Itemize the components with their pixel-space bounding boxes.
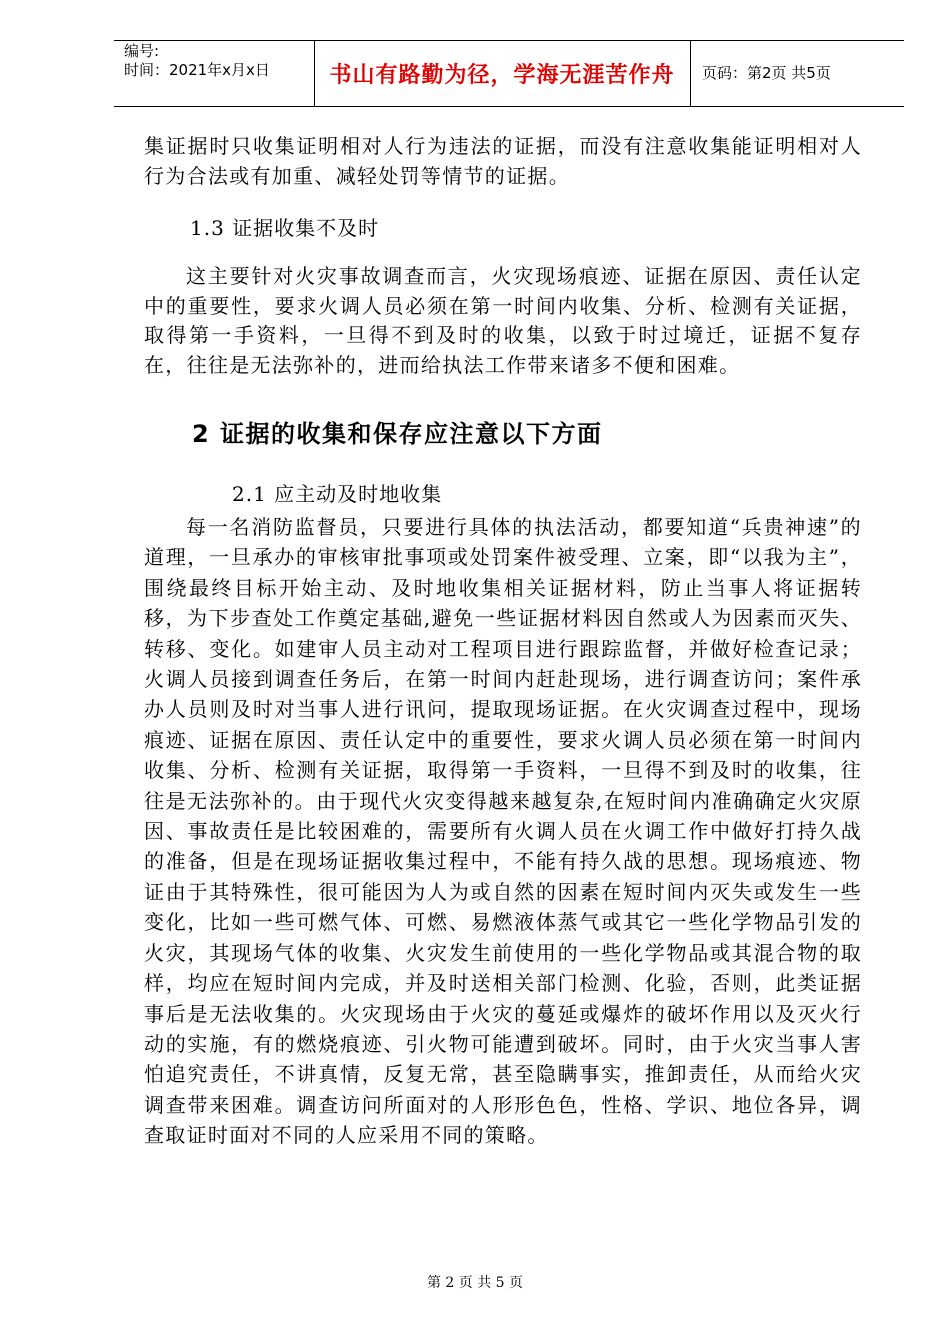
- header-page-info: 页码：第2页 共5页: [702, 64, 831, 82]
- paragraph-2: 这主要针对火灾事故调查而言，火灾现场痕迹、证据在原因、责任认定中的重要性，要求火调人员必须在第一时间内收集、分析、检测有关证据，取得第一手资料，一旦得不到及时的收集，以致于时过境迁，证据不复存在，往往是无法弥补的，进而给执法工作带来诸多不便和困难。: [144, 264, 862, 377]
- subheading-1-3: 1.3 证据收集不及时: [190, 216, 380, 240]
- header-top-rule: [114, 40, 904, 41]
- page-footer: 第 2 页 共 5 页: [426, 1275, 524, 1291]
- paragraph-1: 集证据时只收集证明相对人行为违法的证据，而没有注意收集能证明相对人行为合法或有加重、减轻处罚等情节的证据。: [144, 134, 862, 188]
- paragraph-3: 每一名消防监督员，只要进行具体的执法活动，都要知道“兵贵神速”的道理，一旦承办的审核审批事项或处罚案件被受理、立案，即“以我为主”，围绕最终目标开始主动、及时地收集相关证据材料，防止当事人将证据转移，为下步查处工作奠定基础,避免一些证据材料因自然或人为因素而灭失、转移、变化。如建审人员主动对工程项目进行跟踪监督，并做好检查记录；火调人员接到调查任务后，在第一时间内赶赴现场，进行调查访问；案件承办人员则及时对当事人进行讯问，提取现场证据。在火灾调查过程中，现场痕迹、证据在原因、责任认定中的重要性，要求火调人员必须在第一时间内收集、分析、检测有关证据，取得第一手资料，一旦得不到及时的收集，往往是无法弥补的。由于现代火灾变得越来越复杂,在短时间内准确确定火灾原因、事故责任是比较困难的，需要所有火调人员在火调工作中做好打持久战的准备，但是在现场证据收集过程中，不能有持久战的思想。现场痕迹、物证由于其特殊性，很可能因为人为或自然的因素在短时间内灭失或发生一些变化，比如一些可燃气体、可燃、易燃液体蒸气或其它一些化学物品引发的火灾，其现场气体的收集、火灾发生前使用的一些化学物品或其混合物的取样，均应在短时间内完成，并及时送相关部门检测、化验，否则，此类证据事后是无法收集的。火灾现场由于火灾的蔓延或爆炸的破坏作用以及灭火行动的实施，有的燃烧痕迹、引火物可能遭到破坏。同时，由于火灾当事人害怕追究责任，不讲真情，反复无常，甚至隐瞒事实，推卸责任，从而给火灾调查带来困难。调查访问所面对的人形形色色，性格、学识、地位各异，调查取证时面对不同的人应采用不同的策略。: [144, 515, 862, 1148]
- header-meta: [124, 42, 270, 80]
- time-label: 时间：2021年x月x日: [124, 61, 270, 79]
- header-divider-right: [690, 40, 691, 106]
- section-heading-2: 2 证据的收集和保存应注意以下方面: [192, 420, 603, 448]
- subheading-2-1: 2.1 应主动及时地收集: [232, 482, 443, 506]
- header-motto: 书山有路勤为径，学海无涯苦作舟: [329, 63, 675, 88]
- header-bottom-rule: [114, 106, 904, 107]
- number-label: 编号:: [124, 42, 160, 60]
- page-header: [114, 40, 904, 106]
